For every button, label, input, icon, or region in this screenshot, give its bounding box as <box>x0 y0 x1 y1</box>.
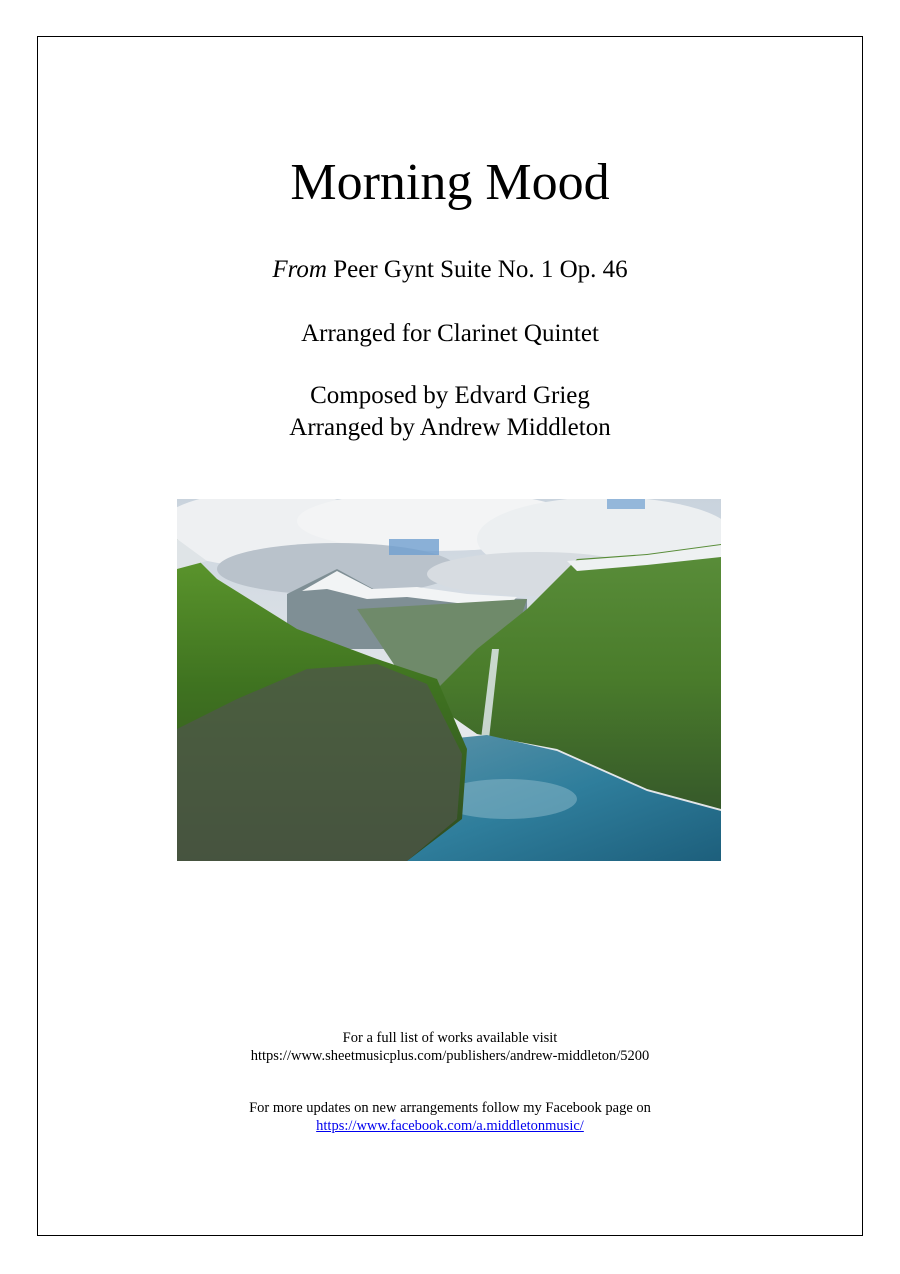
arranged-for: Arranged for Clarinet Quintet <box>301 320 599 347</box>
works-list-url: https://www.sheetmusicplus.com/publishers/andrew-middleton/5200 <box>250 1048 650 1064</box>
cover-photo <box>177 499 721 861</box>
fjord-illustration <box>177 499 721 861</box>
arranger-credit: Arranged by Andrew Middleton <box>289 414 611 441</box>
facebook-link-container <box>0 1117 900 1135</box>
facebook-link[interactable]: https://www.facebook.com/a.middletonmusic/ <box>316 1118 584 1134</box>
subtitle-text: Peer Gynt Suite No. 1 Op. 46 <box>326 256 628 283</box>
composer-credit: Composed by Edvard Grieg <box>310 382 590 409</box>
works-list-text: For a full list of works available visit <box>342 1030 558 1046</box>
facebook-text: For more updates on new arrangements follow my Facebook page on <box>249 1100 651 1116</box>
subtitle-prefix: From <box>272 256 327 283</box>
subtitle <box>0 254 900 286</box>
page-title: Morning Mood <box>290 154 610 211</box>
